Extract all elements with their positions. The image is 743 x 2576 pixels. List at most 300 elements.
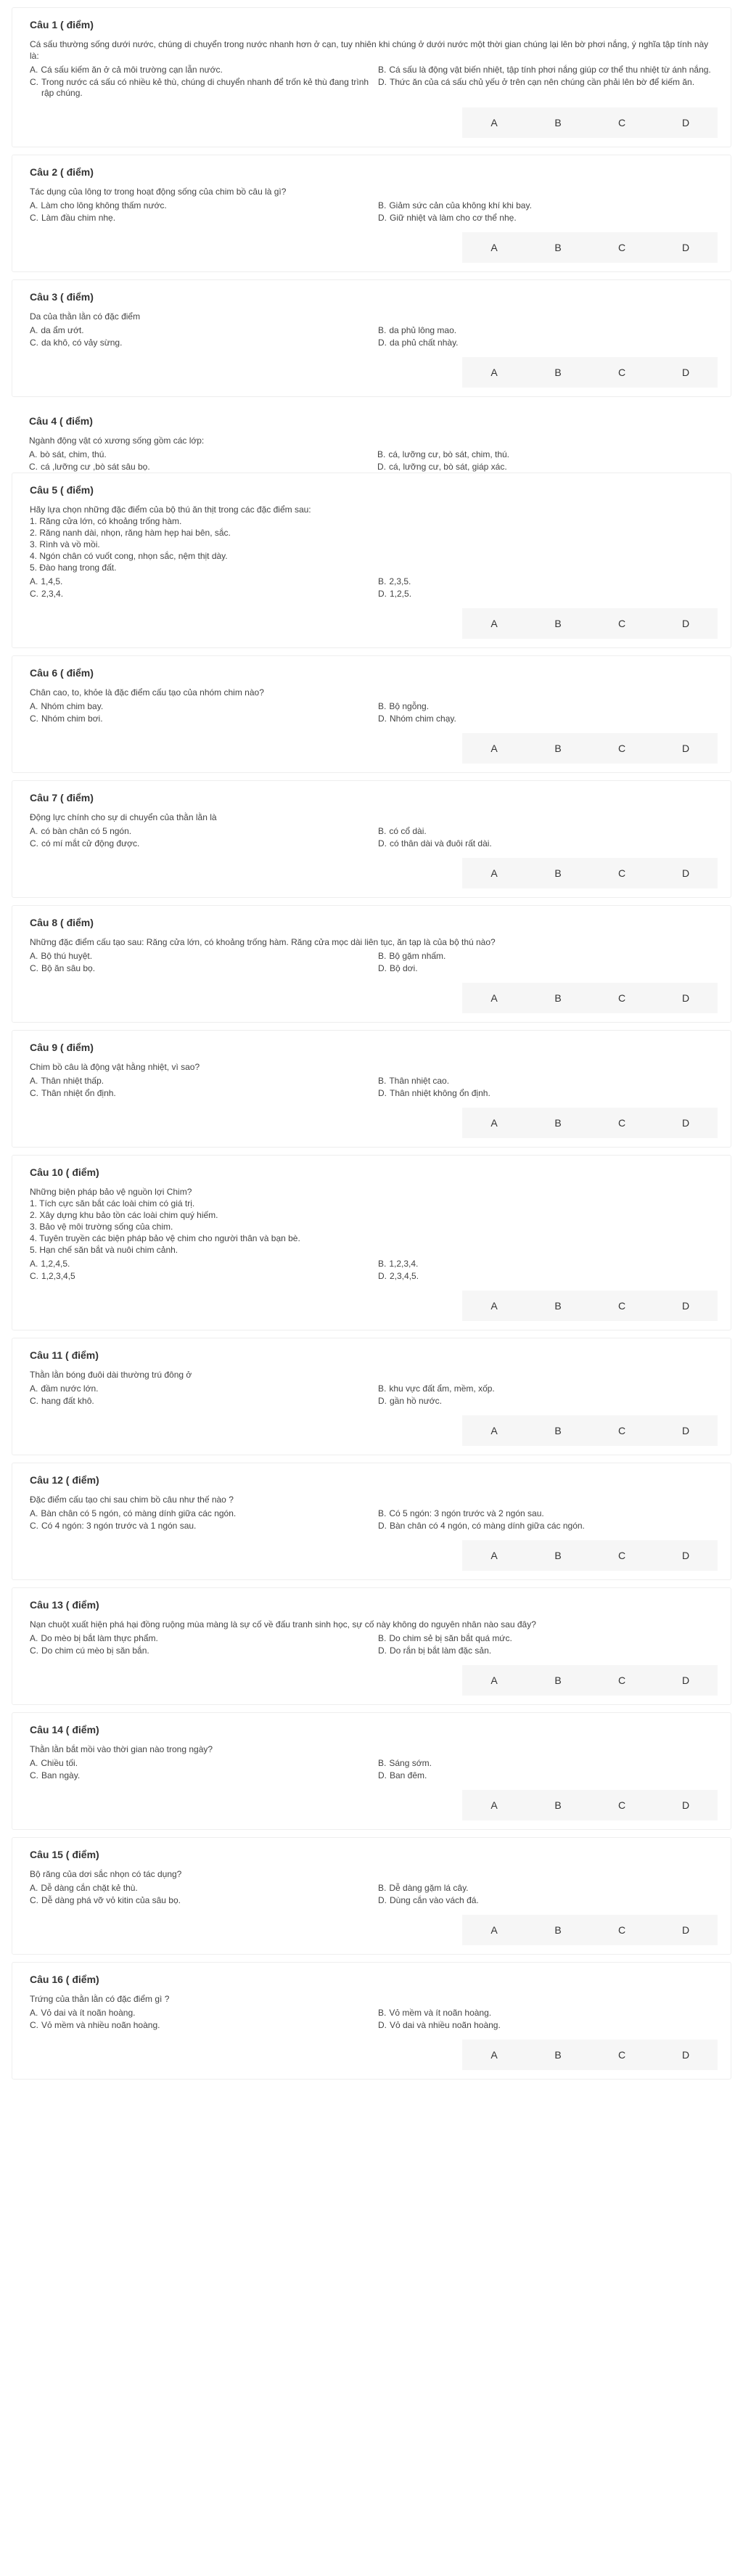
question-text: Thằn lằn bắt mồi vào thời gian nào trong ngày?	[30, 1744, 213, 1754]
option-label: A.	[30, 1883, 38, 1893]
answer-button-d[interactable]: D	[681, 242, 690, 253]
option-label: C.	[30, 713, 38, 724]
answer-button-c[interactable]: C	[617, 1924, 626, 1936]
answer-button-d[interactable]: D	[681, 618, 690, 629]
options-grid	[30, 200, 713, 224]
answer-button-a[interactable]: A	[490, 743, 498, 754]
question-title: Câu 12 ( điểm)	[30, 1474, 99, 1486]
option-text: da ẩm ướt.	[41, 325, 84, 335]
option-text: 1,4,5.	[41, 576, 63, 586]
option-text: Thân nhiệt cao.	[389, 1076, 450, 1086]
question-title: Câu 1 ( điểm)	[30, 19, 94, 30]
option-item	[30, 713, 378, 724]
question-title: Câu 5 ( điểm)	[30, 484, 94, 496]
option-label: D.	[378, 1645, 387, 1656]
question-text: Da của thằn lằn có đặc điểm	[30, 311, 141, 322]
option-text: Vỏ dai và ít noãn hoàng.	[41, 2008, 136, 2018]
option-item	[30, 1259, 378, 1269]
option-item	[378, 826, 726, 837]
option-item	[378, 1633, 726, 1644]
question-card	[12, 1962, 731, 2080]
answer-button-b[interactable]: B	[554, 1117, 562, 1129]
answer-bar	[462, 1665, 718, 1696]
option-label: A.	[30, 65, 38, 75]
answer-button-c[interactable]: C	[617, 743, 626, 754]
option-label: A.	[30, 2008, 38, 2018]
option-item	[30, 1895, 378, 1906]
question-text: Bộ răng của dơi sắc nhọn có tác dụng?	[30, 1869, 182, 1879]
option-text: 2,3,4.	[41, 589, 64, 599]
option-text: Bàn chân có 4 ngón, có màng dính giữa các ngón.	[390, 1521, 585, 1531]
option-label: D.	[378, 1521, 387, 1531]
answer-button-d[interactable]: D	[681, 1924, 690, 1936]
question-title: Câu 3 ( điểm)	[30, 291, 94, 303]
answer-button-c[interactable]: C	[617, 1550, 626, 1561]
question-text: Cá sấu thường sống dưới nước, chúng di chuyển trong nước nhanh hơn ở cạn, tuy nhiên khi chúng ở dưới nước một thời gian chúng lại lên bờ phơi nắng, ý nghĩa tập tính này là:	[30, 39, 709, 61]
option-item	[378, 338, 726, 348]
answer-button-a[interactable]: A	[490, 1675, 498, 1686]
option-text: da phủ chất nhày.	[390, 338, 459, 348]
options-grid	[30, 1633, 713, 1656]
question-card	[12, 1837, 731, 1955]
answer-button-d[interactable]: D	[681, 992, 690, 1004]
answer-button-c[interactable]: C	[617, 1117, 626, 1129]
option-item	[378, 1383, 726, 1394]
option-label: A.	[30, 1633, 38, 1643]
option-text: 2,3,4,5.	[390, 1271, 419, 1281]
answer-button-c[interactable]: C	[617, 1675, 626, 1686]
answer-button-a[interactable]: A	[490, 1799, 498, 1811]
answer-bar	[462, 1540, 718, 1571]
question-text: Những đặc điểm cấu tạo sau: Răng cửa lớn, có khoảng trống hàm. Răng cửa mọc dài liên tục, ăn tạp là của bộ thú nào?	[30, 937, 496, 947]
option-item	[377, 462, 726, 473]
answer-button-a[interactable]: A	[490, 1300, 498, 1312]
option-item	[378, 1521, 726, 1532]
answer-button-d[interactable]: D	[681, 743, 690, 754]
question-text: Đặc điểm cấu tạo chi sau chim bồ câu như thế nào ?	[30, 1495, 234, 1505]
answer-button-c[interactable]: C	[617, 992, 626, 1004]
answer-button-c[interactable]: C	[617, 1799, 626, 1811]
option-label: D.	[378, 2020, 387, 2030]
option-item	[30, 1521, 378, 1532]
answer-button-c[interactable]: C	[617, 1425, 626, 1436]
option-label: A.	[30, 951, 38, 961]
option-text: 2,3,5.	[389, 576, 411, 586]
answer-button-b[interactable]: B	[554, 1300, 562, 1312]
option-item	[30, 1396, 378, 1407]
option-text: da phủ lông mao.	[389, 325, 457, 335]
answer-button-d[interactable]: D	[681, 1550, 690, 1561]
option-text: Dễ dàng gặm lá cây.	[389, 1883, 469, 1893]
option-label: D.	[378, 1271, 387, 1281]
option-text: Bộ thú huyệt.	[41, 951, 93, 961]
option-text: cá ,lưỡng cư ,bò sát sâu bọ.	[41, 462, 150, 472]
option-label: C.	[30, 589, 38, 599]
option-item	[378, 1758, 726, 1769]
question-text: Hãy lựa chọn những đặc điểm của bộ thú ăn thịt trong các đặc điểm sau: 1. Răng cửa lớn, có khoảng trống hàm. 2. Răng nanh dài, nhọn, răng hàm hẹp hai bên, sắc. 3. Rình và vồ mồi. 4. Ngón chân có vuốt cong, nhọn sắc, nệm thịt dày. 5. Đào hang trong đất.	[30, 504, 311, 573]
answer-bar	[462, 1291, 718, 1321]
option-text: Vỏ mềm và ít noãn hoàng.	[389, 2008, 492, 2018]
options-grid	[30, 1883, 713, 1906]
option-item	[29, 462, 377, 473]
option-item	[30, 826, 378, 837]
option-label: C.	[29, 462, 38, 472]
question-title: Câu 8 ( điểm)	[30, 917, 94, 928]
answer-button-d[interactable]: D	[681, 1425, 690, 1436]
option-label: D.	[378, 1088, 387, 1098]
answer-bar	[462, 232, 718, 263]
option-text: Thân nhiệt không ổn định.	[390, 1088, 490, 1098]
option-text: cá, lưỡng cư, bò sát, chim, thú.	[388, 449, 510, 459]
option-label: C.	[30, 338, 38, 348]
option-text: Thức ăn của cá sấu chủ yếu ở trên cạn nên chúng cần phải lên bờ để kiếm ăn.	[390, 77, 695, 87]
answer-button-d[interactable]: D	[681, 1799, 690, 1811]
answer-button-b[interactable]: B	[554, 1550, 562, 1561]
answer-button-b[interactable]: B	[554, 992, 562, 1004]
answer-button-c[interactable]: C	[617, 618, 626, 629]
option-text: 1,2,3,4,5	[41, 1271, 75, 1281]
option-text: da khô, có vảy sừng.	[41, 338, 123, 348]
question-title: Câu 4 ( điểm)	[29, 415, 93, 427]
option-item	[30, 576, 378, 587]
question-card	[12, 655, 731, 773]
answer-button-a[interactable]: A	[490, 1924, 498, 1936]
option-item	[30, 963, 378, 974]
option-item	[30, 1645, 378, 1656]
question-text: Tác dụng của lông tơ trong hoạt động sống của chim bồ câu là gì?	[30, 187, 287, 197]
option-item	[30, 1633, 378, 1644]
option-text: khu vực đất ẩm, mềm, xốp.	[389, 1383, 495, 1394]
option-label: C.	[30, 1770, 38, 1780]
answer-button-a[interactable]: A	[490, 242, 498, 253]
option-label: B.	[378, 1259, 387, 1269]
answer-button-d[interactable]: D	[681, 1675, 690, 1686]
answer-button-b[interactable]: B	[554, 1799, 562, 1811]
question-card	[12, 155, 731, 272]
option-label: D.	[378, 589, 387, 599]
option-label: D.	[378, 1770, 387, 1780]
answer-button-c[interactable]: C	[617, 117, 626, 128]
option-label: A.	[29, 449, 38, 459]
option-label: B.	[377, 449, 386, 459]
answer-button-b[interactable]: B	[554, 2049, 562, 2061]
question-card	[12, 1587, 731, 1705]
question-text: Động lực chính cho sự di chuyển của thằn lằn là	[30, 812, 217, 822]
answer-button-d[interactable]: D	[681, 117, 690, 128]
option-item	[30, 589, 378, 600]
option-text: Chiều tối.	[41, 1758, 78, 1768]
option-item	[378, 1508, 726, 1519]
option-text: Nhóm chim bơi.	[41, 713, 103, 724]
question-card	[12, 780, 731, 898]
answer-button-a[interactable]: A	[490, 1117, 498, 1129]
option-text: Thân nhiệt ổn định.	[41, 1088, 116, 1098]
option-item	[378, 1259, 726, 1269]
question-title: Câu 7 ( điểm)	[30, 792, 94, 804]
option-text: Bộ dơi.	[390, 963, 418, 973]
option-text: Ban ngày.	[41, 1770, 81, 1780]
option-text: Dễ dàng cắn chặt kẻ thù.	[41, 1883, 138, 1893]
option-text: Vỏ mềm và nhiều noãn hoàng.	[41, 2020, 160, 2030]
option-item	[30, 1271, 378, 1282]
option-text: Vỏ dai và nhiều noãn hoàng.	[390, 2020, 501, 2030]
option-label: B.	[378, 65, 387, 75]
question-title: Câu 11 ( điểm)	[30, 1349, 99, 1361]
answer-bar	[462, 357, 718, 388]
option-item	[378, 1076, 726, 1087]
option-label: B.	[378, 826, 387, 836]
option-label: D.	[378, 338, 387, 348]
question-title: Câu 2 ( điểm)	[30, 166, 94, 178]
question-card	[12, 404, 731, 473]
question-card	[12, 1712, 731, 1830]
option-text: có thân dài và đuôi rất dài.	[390, 838, 492, 849]
option-label: B.	[378, 1633, 387, 1643]
option-item	[378, 963, 726, 974]
option-item	[30, 1770, 378, 1781]
option-label: A.	[30, 1076, 38, 1086]
option-label: A.	[30, 701, 38, 711]
option-item	[378, 838, 726, 849]
answer-button-c[interactable]: C	[617, 867, 626, 879]
answer-button-a[interactable]: A	[490, 1550, 498, 1561]
answer-button-a[interactable]: A	[490, 367, 498, 378]
question-card	[12, 473, 731, 648]
question-card	[12, 1030, 731, 1148]
option-text: Làm cho lông không thấm nước.	[41, 200, 167, 210]
answer-button-a[interactable]: A	[490, 117, 498, 128]
answer-button-d[interactable]: D	[681, 367, 690, 378]
option-text: có mí mắt cử động được.	[41, 838, 140, 849]
option-item	[378, 1396, 726, 1407]
answer-button-d[interactable]: D	[681, 1117, 690, 1129]
options-grid	[30, 951, 713, 974]
option-text: Dễ dàng phá vỡ vỏ kitin của sâu bọ.	[41, 1895, 181, 1905]
options-grid	[30, 826, 713, 849]
option-label: B.	[378, 576, 387, 586]
option-label: A.	[30, 1758, 38, 1768]
option-label: D.	[378, 213, 387, 223]
option-item	[378, 2020, 726, 2031]
option-label: C.	[30, 1645, 38, 1656]
answer-bar	[462, 608, 718, 639]
option-text: Nhóm chim bay.	[41, 701, 104, 711]
option-label: B.	[378, 1383, 387, 1394]
option-item	[378, 1271, 726, 1282]
option-text: Bộ gặm nhấm.	[389, 951, 446, 961]
answer-button-d[interactable]: D	[681, 867, 690, 879]
option-text: bò sát, chim, thú.	[40, 449, 107, 459]
answer-bar	[462, 1415, 718, 1446]
option-text: Do rắn bị bắt làm đặc sản.	[390, 1645, 492, 1656]
answer-bar	[462, 2040, 718, 2070]
answer-bar	[462, 733, 718, 764]
option-item	[378, 65, 726, 75]
answer-button-b[interactable]: B	[554, 743, 562, 754]
option-label: D.	[378, 713, 387, 724]
question-text: Chim bồ câu là động vật hằng nhiệt, vì sao?	[30, 1062, 200, 1072]
question-title: Câu 14 ( điểm)	[30, 1724, 99, 1735]
option-label: D.	[378, 838, 387, 849]
option-text: có bàn chân có 5 ngón.	[41, 826, 132, 836]
options-grid	[30, 1259, 713, 1282]
option-item	[30, 2020, 378, 2031]
option-label: B.	[378, 200, 387, 210]
answer-button-c[interactable]: C	[617, 367, 626, 378]
answer-button-a[interactable]: A	[490, 618, 498, 629]
question-title: Câu 13 ( điểm)	[30, 1599, 99, 1611]
answer-bar	[462, 1915, 718, 1945]
option-text: gần hồ nước.	[390, 1396, 442, 1406]
option-item	[29, 449, 377, 460]
answer-button-b[interactable]: B	[554, 367, 562, 378]
answer-button-a[interactable]: A	[490, 992, 498, 1004]
option-label: B.	[378, 951, 387, 961]
option-label: B.	[378, 1508, 387, 1518]
answer-button-a[interactable]: A	[490, 2049, 498, 2061]
option-item	[30, 1508, 378, 1519]
option-label: C.	[30, 1521, 38, 1531]
answer-bar	[462, 858, 718, 888]
options-grid	[30, 1508, 713, 1532]
option-text: Dùng cắn vào vách đá.	[390, 1895, 479, 1905]
option-item	[30, 1076, 378, 1087]
option-item	[30, 1758, 378, 1769]
options-grid	[30, 1076, 713, 1099]
answer-bar	[462, 107, 718, 138]
option-item	[378, 713, 726, 724]
answer-button-c[interactable]: C	[617, 242, 626, 253]
option-label: C.	[30, 213, 38, 223]
option-label: B.	[378, 1758, 387, 1768]
option-text: 1,2,5.	[390, 589, 412, 599]
answer-bar	[462, 983, 718, 1013]
option-text: Do mèo bị bắt làm thực phẩm.	[41, 1633, 158, 1643]
option-text: Có 4 ngón: 3 ngón trước và 1 ngón sau.	[41, 1521, 197, 1531]
option-label: A.	[30, 325, 38, 335]
option-item	[378, 1770, 726, 1781]
option-label: B.	[378, 1076, 387, 1086]
answer-button-c[interactable]: C	[617, 2049, 626, 2061]
options-grid	[30, 1383, 713, 1407]
option-text: có cổ dài.	[389, 826, 427, 836]
option-item	[30, 701, 378, 712]
option-item	[30, 77, 378, 99]
answer-bar	[462, 1108, 718, 1138]
option-text: Nhóm chim chạy.	[390, 713, 456, 724]
answer-button-d[interactable]: D	[681, 1300, 690, 1312]
option-text: hang đất khô.	[41, 1396, 94, 1406]
option-text: đầm nước lớn.	[41, 1383, 99, 1394]
answer-button-b[interactable]: B	[554, 242, 562, 253]
question-card	[12, 279, 731, 397]
option-label: C.	[30, 77, 38, 87]
question-card	[12, 1155, 731, 1330]
option-label: D.	[378, 1895, 387, 1905]
answer-button-b[interactable]: B	[554, 1425, 562, 1436]
option-item	[30, 65, 378, 75]
option-item	[378, 325, 726, 336]
option-item	[378, 77, 726, 99]
answer-button-c[interactable]: C	[617, 1300, 626, 1312]
question-text: Những biện pháp bảo vệ nguồn lợi Chim? 1. Tích cực săn bắt các loài chim có giá trị. 2. Xây dựng khu bảo tồn các loài chim quý hiếm. 3. Bảo vệ môi trường sống của chim. 4. Tuyên truyền các biện pháp bảo vệ chim cho người thân và bạn bè. 5. Hạn chế săn bắt và nuôi chim cảnh.	[30, 1187, 300, 1255]
option-text: cá, lưỡng cư, bò sát, giáp xác.	[389, 462, 507, 472]
answer-button-a[interactable]: A	[490, 1425, 498, 1436]
options-grid	[29, 449, 714, 473]
question-card	[12, 7, 731, 147]
question-text: Chân cao, to, khỏe là đặc điểm cấu tạo của nhóm chim nào?	[30, 687, 264, 698]
question-text: Thằn lằn bóng đuôi dài thường trú đông ở	[30, 1370, 192, 1380]
answer-button-b[interactable]: B	[554, 1675, 562, 1686]
options-grid	[30, 701, 713, 724]
option-item	[30, 951, 378, 962]
option-text: Ban đêm.	[390, 1770, 427, 1780]
question-title: Câu 16 ( điểm)	[30, 1974, 99, 1985]
option-text: Sáng sớm.	[389, 1758, 432, 1768]
option-item	[378, 1883, 726, 1894]
option-label: B.	[378, 2008, 387, 2018]
option-item	[378, 2008, 726, 2019]
options-grid	[30, 325, 713, 348]
option-text: Cá sấu là động vật biến nhiệt, tập tính phơi nắng giúp cơ thể thu nhiệt từ ánh nắng.	[389, 65, 711, 75]
question-text: Trứng của thằn lằn có đặc điểm gì ?	[30, 1994, 170, 2004]
answer-button-b[interactable]: B	[554, 1924, 562, 1936]
option-item	[30, 1088, 378, 1099]
option-label: A.	[30, 1508, 38, 1518]
option-item	[378, 213, 726, 224]
option-item	[30, 325, 378, 336]
option-label: D.	[377, 462, 386, 472]
option-label: B.	[378, 701, 387, 711]
option-label: C.	[30, 1895, 38, 1905]
option-text: Bàn chân có 5 ngón, có màng dính giữa các ngón.	[41, 1508, 237, 1518]
options-grid	[30, 2008, 713, 2031]
option-label: A.	[30, 826, 38, 836]
answer-bar	[462, 1790, 718, 1820]
option-text: 1,2,4,5.	[41, 1259, 70, 1269]
question-title: Câu 10 ( điểm)	[30, 1166, 99, 1178]
option-item	[30, 200, 378, 211]
question-card	[12, 905, 731, 1023]
question-card	[12, 1463, 731, 1580]
option-item	[378, 1088, 726, 1099]
option-text: Giảm sức cản của không khí khi bay.	[389, 200, 532, 210]
option-text: Cá sấu kiếm ăn ở cả môi trường cạn lẫn nước.	[41, 65, 223, 75]
option-label: A.	[30, 576, 38, 586]
question-title: Câu 9 ( điểm)	[30, 1042, 94, 1053]
option-text: 1,2,3,4.	[389, 1259, 419, 1269]
answer-button-d[interactable]: D	[681, 2049, 690, 2061]
options-grid	[30, 576, 713, 600]
option-label: B.	[378, 325, 387, 335]
option-text: Bộ ăn sâu bọ.	[41, 963, 96, 973]
option-text: Có 5 ngón: 3 ngón trước và 2 ngón sau.	[389, 1508, 544, 1518]
option-label: D.	[378, 1396, 387, 1406]
answer-button-b[interactable]: B	[554, 618, 562, 629]
answer-button-b[interactable]: B	[554, 867, 562, 879]
option-label: C.	[30, 838, 38, 849]
option-label: A.	[30, 1259, 38, 1269]
answer-button-a[interactable]: A	[490, 867, 498, 879]
answer-button-b[interactable]: B	[554, 117, 562, 128]
option-text: Trong nước cá sấu có nhiều kẻ thù, chúng di chuyển nhanh để trốn kẻ thù đang trình rập chúng.	[41, 77, 369, 98]
option-label: D.	[378, 77, 387, 87]
option-item	[378, 701, 726, 712]
option-text: Do chim cú mèo bị săn bắn.	[41, 1645, 149, 1656]
option-label: C.	[30, 1088, 38, 1098]
question-text: Ngành động vật có xương sống gồm các lớp:	[29, 436, 205, 446]
option-item	[30, 1383, 378, 1394]
